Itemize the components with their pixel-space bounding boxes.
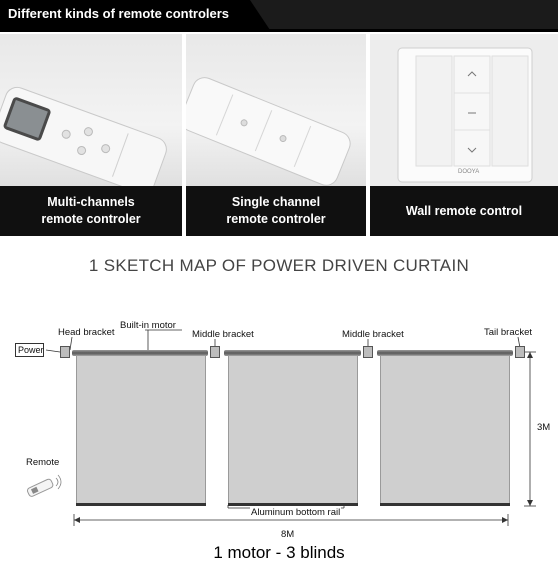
caption-line1: Single channel <box>231 195 321 209</box>
remote-icon <box>24 472 64 500</box>
head-bracket-icon <box>60 346 70 358</box>
middle-bracket-icon <box>210 346 220 358</box>
label-height: 3M <box>537 422 551 433</box>
sketch-title: 1 SKETCH MAP OF POWER DRIVEN CURTAIN <box>88 256 470 275</box>
caption-line1: Wall remote control <box>405 203 523 218</box>
blind-3 <box>380 355 510 505</box>
blind-2 <box>228 355 358 505</box>
caption-line2: remote controler <box>41 212 141 226</box>
label-remote: Remote <box>26 457 60 468</box>
label-middle-bracket-1: Middle bracket <box>192 329 254 340</box>
label-middle-bracket-2: Middle bracket <box>342 329 404 340</box>
bottom-rail-1 <box>76 503 206 506</box>
header-title: Different kinds of remote controlers <box>8 6 230 21</box>
sketch-footer: 1 motor - 3 blinds <box>213 543 345 562</box>
label-builtin-motor: Built-in motor <box>120 320 176 331</box>
caption-line2: remote controler <box>226 212 326 226</box>
tail-bracket-icon <box>515 346 525 358</box>
label-power: Power <box>18 345 44 355</box>
middle-bracket-icon <box>363 346 373 358</box>
blind-1 <box>76 355 206 505</box>
bottom-rail-2 <box>228 503 358 506</box>
switch-brand: DOOYA <box>458 169 480 175</box>
label-width: 8M <box>281 529 295 540</box>
label-bottom-rail: Aluminum bottom rail <box>251 507 341 518</box>
caption-line1: Multi-channels <box>47 195 135 209</box>
bottom-rail-3 <box>380 503 510 506</box>
power-box <box>15 343 44 357</box>
label-head-bracket: Head bracket <box>58 327 115 338</box>
label-tail-bracket: Tail bracket <box>484 327 533 338</box>
